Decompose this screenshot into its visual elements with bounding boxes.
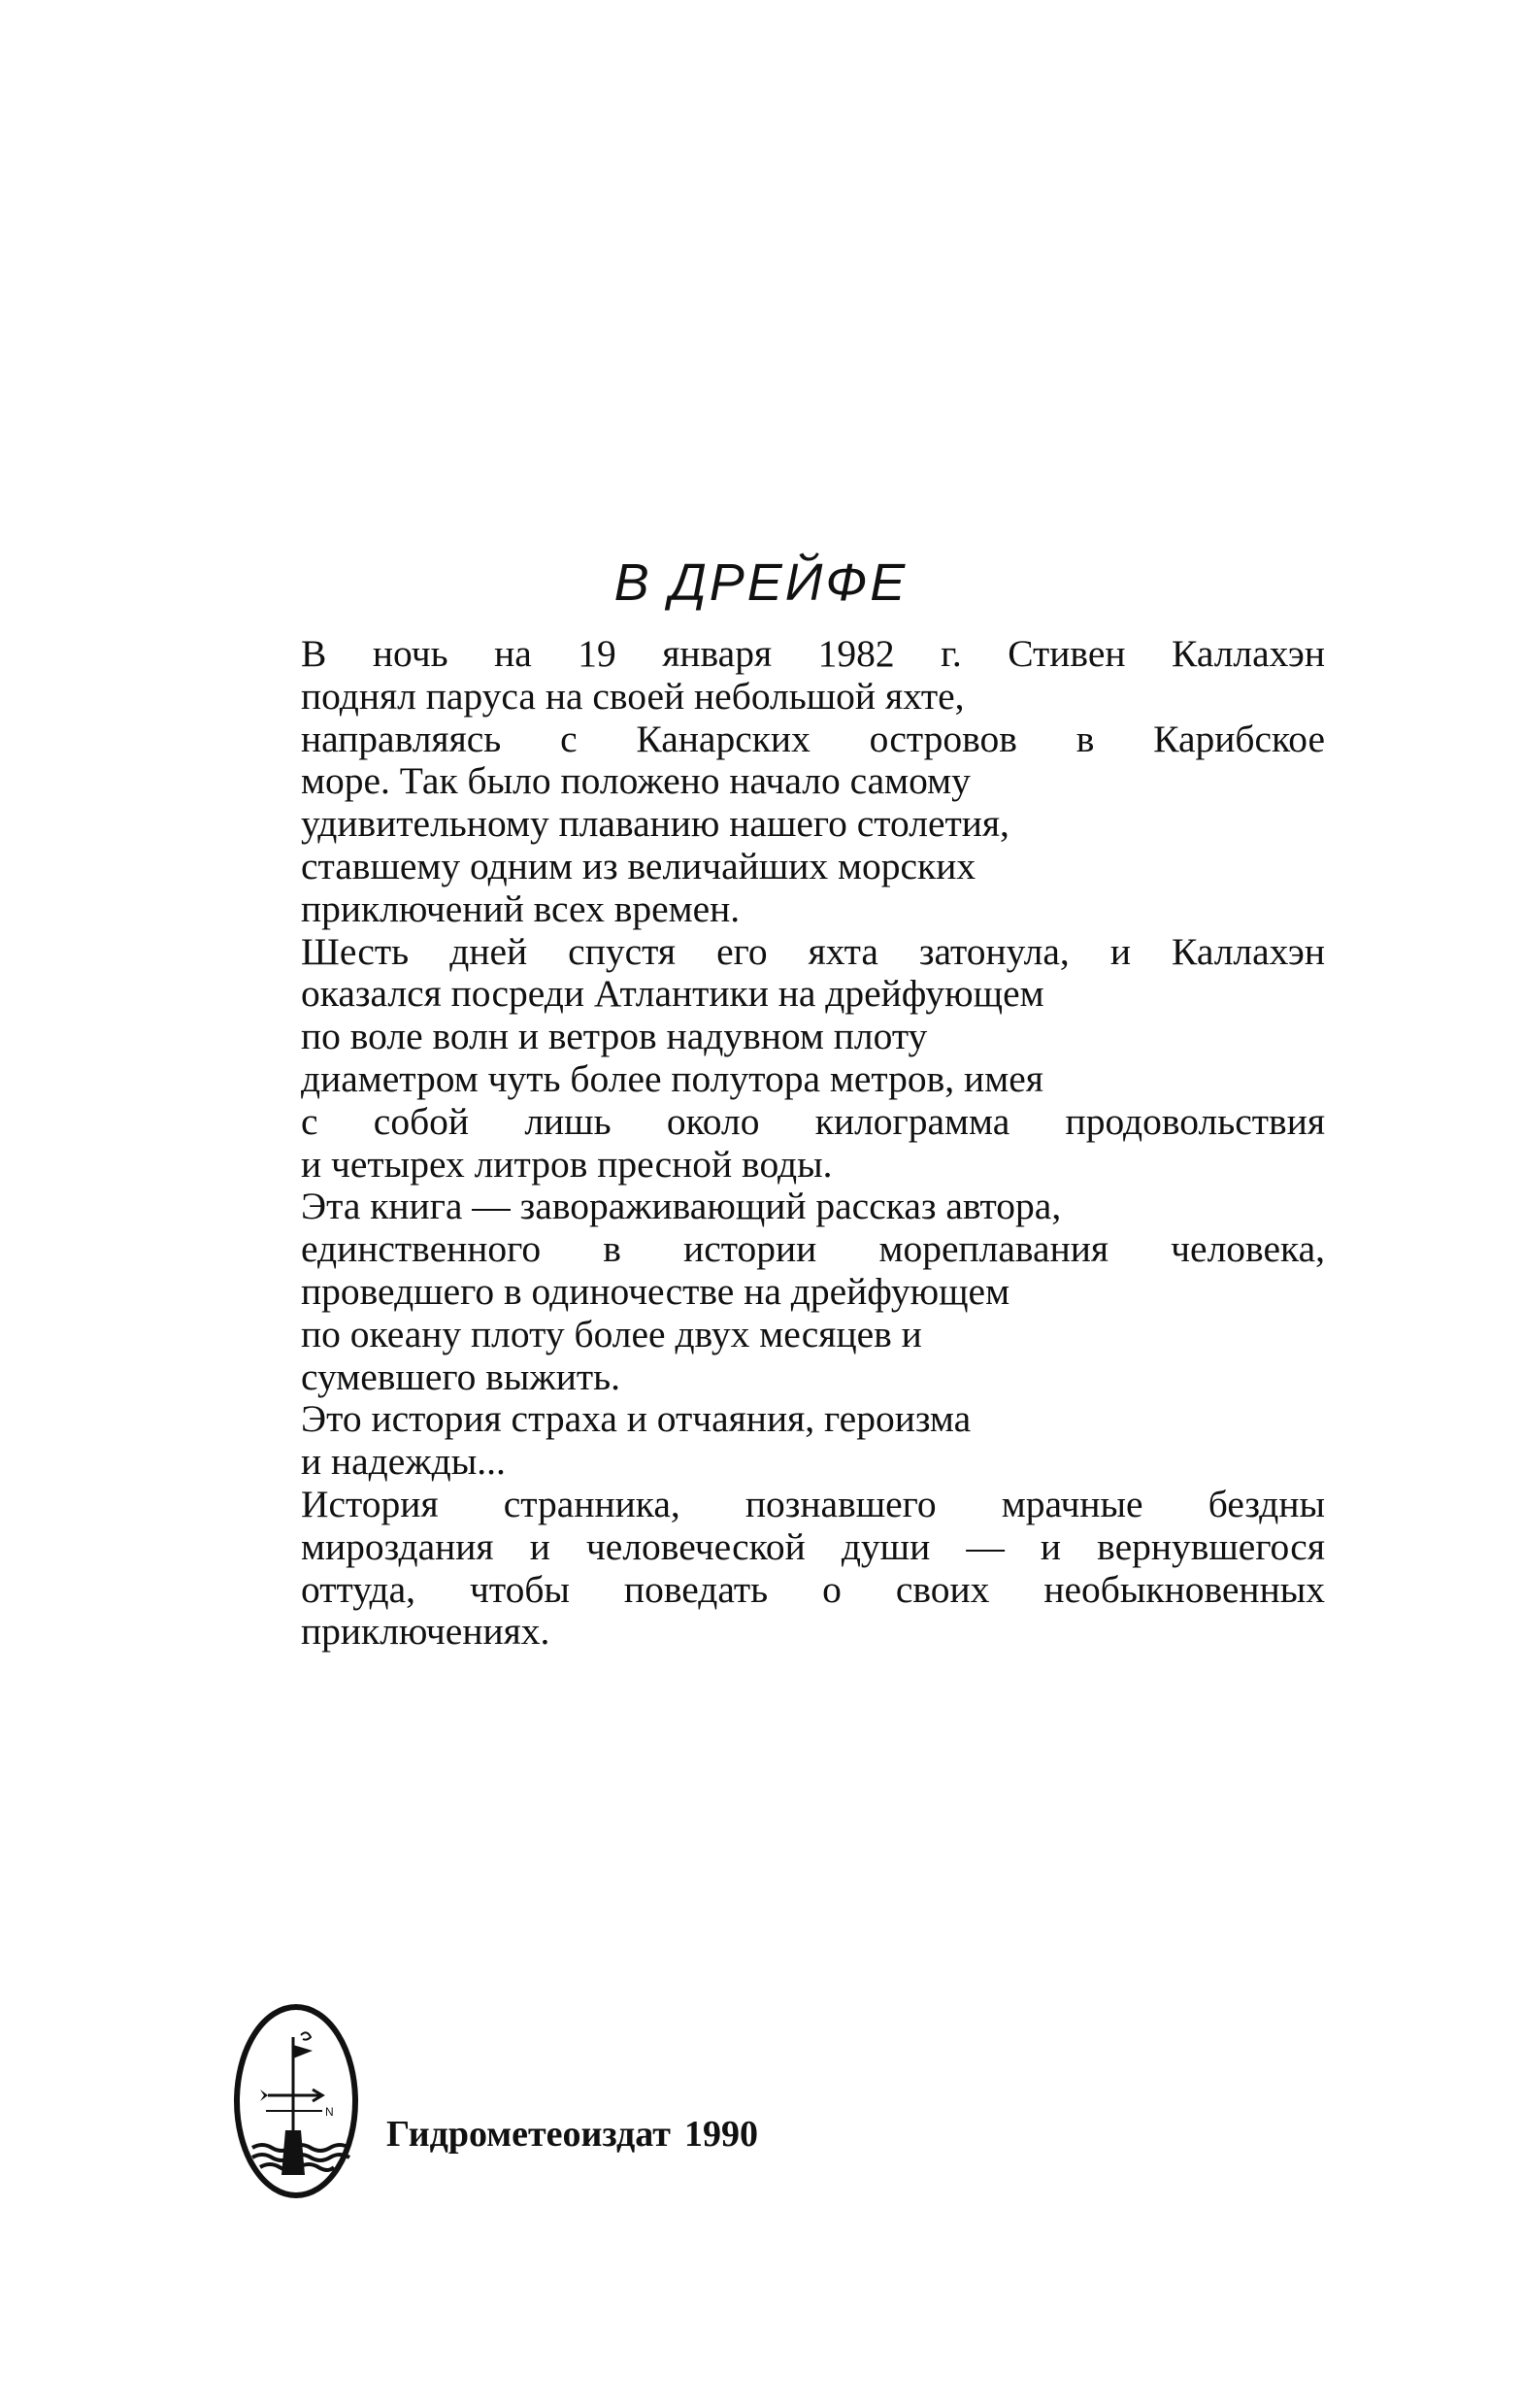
annotation-line: единственного в истории мореплавания человека, bbox=[301, 1227, 1325, 1271]
annotation-line: море. Так было положено начало самому bbox=[301, 759, 971, 803]
annotation-line: по океану плоту более двух месяцев и bbox=[301, 1312, 922, 1355]
annotation-line: Это история страха и отчаяния, героизма bbox=[301, 1397, 972, 1441]
annotation-line: ставшему одним из величайших морских bbox=[301, 844, 976, 887]
annotation-line: поднял паруса на своей небольшой яхте, bbox=[301, 674, 965, 718]
compass-letter: N bbox=[325, 2105, 334, 2119]
annotation-line: направляясь с Канарских островов в Карибское bbox=[301, 717, 1325, 760]
annotation-line: диаметром чуть более полутора метров, имея bbox=[301, 1056, 1043, 1100]
annotation-line: оказался посреди Атлантики на дрейфующем bbox=[301, 972, 1044, 1016]
annotation-line: по воле волн и ветров надувном плоту bbox=[301, 1015, 928, 1058]
annotation-line: приключений всех времен. bbox=[301, 886, 741, 930]
annotation-line: сумевшего выжить. bbox=[301, 1354, 620, 1398]
annotation-line: проведшего в одиночестве на дрейфующем bbox=[301, 1269, 1010, 1313]
annotation-line: и четырех литров пресной воды. bbox=[301, 1142, 833, 1186]
book-annotation bbox=[301, 633, 1325, 1654]
annotation-line: Шесть дней спустя его яхта затонула, и Каллахэн bbox=[301, 929, 1325, 973]
publication-year: 1990 bbox=[683, 2114, 758, 2155]
publisher-imprint bbox=[386, 2113, 758, 2156]
annotation-line: Эта книга — завораживающий рассказ автора, bbox=[301, 1185, 1062, 1228]
annotation-line: мироздания и человеческой души — и вернувшегося bbox=[301, 1524, 1325, 1568]
annotation-line: приключениях. bbox=[301, 1610, 550, 1654]
annotation-line: История странника, познавшего мрачные бездны bbox=[301, 1482, 1325, 1525]
book-title: В ДРЕЙФЕ bbox=[613, 553, 909, 612]
annotation-line: и надежды... bbox=[301, 1440, 506, 1484]
annotation-line: удивительному плаванию нашего столетия, bbox=[301, 802, 1009, 846]
weather-vane-emblem-icon bbox=[231, 2002, 361, 2200]
annotation-line: с собой лишь около килограмма продовольствия bbox=[301, 1099, 1325, 1143]
annotation-line: оттуда, чтобы поведать о своих необыкновенных bbox=[301, 1567, 1325, 1611]
annotation-line: В ночь на 19 января 1982 г. Стивен Каллахэн bbox=[301, 632, 1325, 675]
publisher-name: Гидрометеоиздат bbox=[386, 2114, 671, 2155]
